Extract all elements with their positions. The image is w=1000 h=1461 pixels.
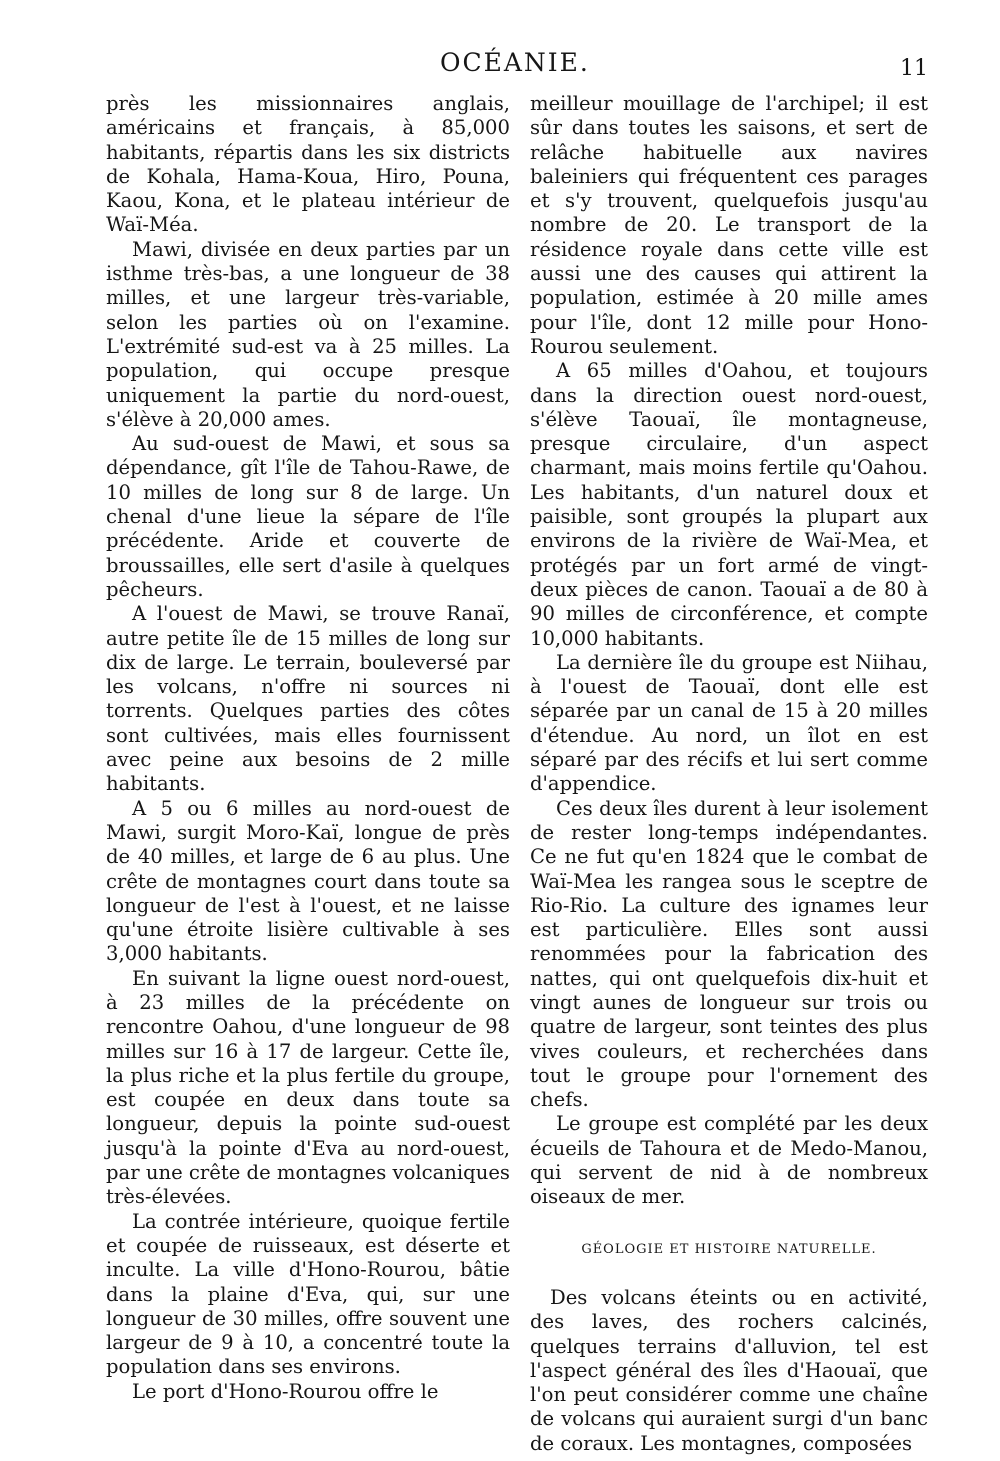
paragraph-geologie: Des volcans éteints ou en activité, des laves, des rochers calcinés, quelques terrains d'alluvion, tel est l'aspect général des îles d'Haouaï, que l'on peut considérer comme une chaîne de volcans qui auraient surgi d'un banc de coraux. Les montagnes, composées	[530, 1285, 928, 1455]
paragraph-mawi: Mawi, divisée en deux parties par un isthme très-bas, a une longueur de 38 milles, et une largeur très-variable, selon les parties où on l'examine. L'extrémité sud-est va à 25 milles. La population, qui occupe presque uniquement la partie du nord-ouest, s'élève à 20,000 ames.	[106, 237, 510, 431]
paragraph-ranai: A l'ouest de Mawi, se trouve Ranaï, autre petite île de 15 milles de long sur dix de large. Le terrain, bouleversé par les volcans, n'offre ni sources ni torrents. Quelques parties des côtes sont cultivées, mais elles fournissent avec peine aux besoins de 2 mille habitants.	[106, 602, 510, 796]
running-head: OCÉANIE.	[440, 48, 590, 77]
paragraph-niihau: La dernière île du groupe est Niihau, à l'ouest de Taouaï, dont elle est séparée par un canal de 15 à 20 milles d'étendue. Au nord, un îlot en est séparé par des récifs et lui sert comme d'appendice.	[530, 650, 928, 796]
paragraph-moro-kai: A 5 ou 6 milles au nord-ouest de Mawi, surgit Moro-Kaï, longue de près de 40 milles, et large de 6 au plus. Une crête de montagnes court dans toute sa longueur de l'est à l'ouest, et ne laisse qu'une étroite lisière cultivable à ses 3,000 habitants.	[106, 796, 510, 966]
section-heading: GÉOLOGIE ET HISTOIRE NATURELLE.	[581, 1241, 877, 1257]
paragraph-taouai: A 65 milles d'Oahou, et toujours dans la direction ouest nord-ouest, s'élève Taouaï, île montagneuse, presque circulaire, d'un aspect charmant, mais moins fertile qu'Oahou. Les habitants, d'un naturel doux et paisible, sont groupés la plupart aux environs de la rivière de Waï-Mea, et protégés par un fort armé de vingt-deux pièces de canon. Taouaï a de 80 à 90 milles de circonférence, et compte 10,000 habitants.	[530, 359, 928, 650]
paragraph-contree-interieure: La contrée intérieure, quoique fertile et coupée de ruisseaux, est déserte et inculte. La ville d'Hono-Rourou, bâtie dans la plaine d'Eva, qui, sur une longueur de 30 milles, offre souvent une largeur de 9 à 10, a concentré toute la population dans ses environs.	[106, 1209, 510, 1379]
paragraph-ecueils: Le groupe est complété par les deux écueils de Tahoura et de Medo-Manou, qui servent de nid à de nombreux oiseaux de mer.	[530, 1112, 928, 1209]
paragraph-oahou: En suivant la ligne ouest nord-ouest, à 23 milles de la précédente on rencontre Oahou, d'une longueur de 98 milles sur 16 à 17 de largeur. Cette île, la plus riche et la plus fertile du groupe, est coupée en deux dans toute sa longueur, depuis la pointe sud-ouest jusqu'à la pointe d'Eva au nord-ouest, par une crête de montagnes volcaniques très-élevées.	[106, 966, 510, 1209]
paragraph-port: Le port d'Hono-Rourou offre le	[132, 1379, 439, 1403]
paragraph-tahou-rawe: Au sud-ouest de Mawi, et sous sa dépendance, gît l'île de Tahou-Rawe, de 10 milles de long sur 8 de large. Un chenal d'une lieue la sépare de l'île précédente. Aride et couverte de broussailles, elle sert d'asile à quelques pêcheurs.	[106, 432, 510, 601]
paragraph-continued: près les missionnaires anglais, américains et français, à 85,000 habitants, répartis dans les six districts de Kohala, Hama-Koua, Hiro, Pouna, Kaou, Kona, et le plateau intérieur de Waï-Méa.	[106, 92, 510, 237]
left-column	[106, 92, 510, 1404]
paragraph-isolement: Ces deux îles durent à leur isolement de rester long-temps indépendantes. Ce ne fut qu'en 1824 que le combat de Waï-Mea les rangea sous le sceptre de Rio-Rio. La culture des ignames leur est particulière. Elles sont aussi renommées pour la fabrication des nattes, qui ont quelquefois dix-huit et vingt aunes de longueur sur trois ou quatre de largeur, sont teintes des plus vives couleurs, et recherchées dans tout le groupe pour l'ornement des chefs.	[530, 796, 928, 1112]
right-column	[530, 92, 928, 1456]
page-number: 11	[900, 56, 928, 81]
paragraph-mouillage: meilleur mouillage de l'archipel; il est sûr dans toutes les saisons, et sert de relâche habituelle aux navires baleiniers qui fréquentent ces parages et s'y trouvent, quelquefois jusqu'au nombre de 20. Le transport de la résidence royale dans cette ville est aussi une des causes qui attirent la population, estimée à 20 mille ames pour l'île, dont 12 mille pour Hono-Rourou seulement.	[530, 92, 928, 358]
